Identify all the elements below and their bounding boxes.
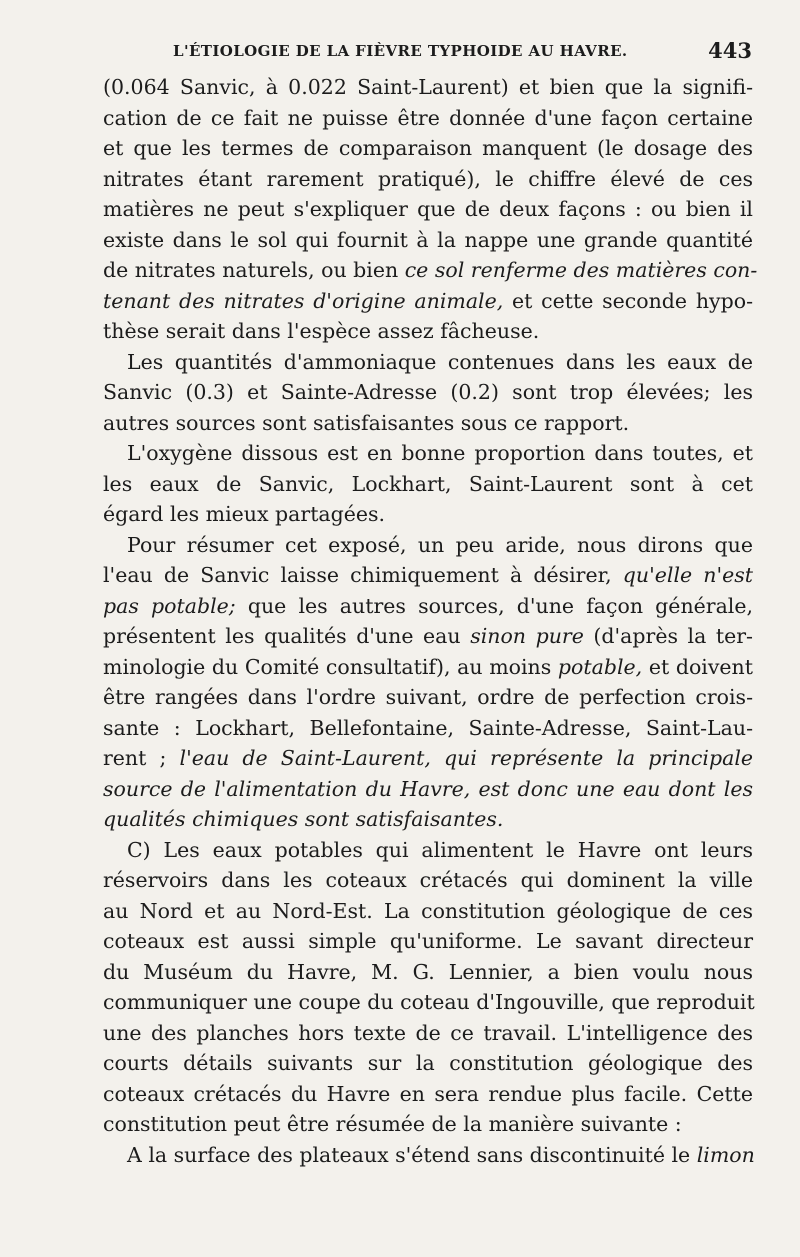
text-run: et que les termes de comparaison manquent (le dosage des: [103, 136, 753, 160]
text-run: autres sources sont satisfaisantes sous ce rapport.: [103, 410, 630, 435]
text-line: [103, 713, 753, 744]
text-line: [103, 469, 753, 500]
text-line: [103, 347, 753, 378]
text-run: et cette seconde hypo-: [503, 288, 753, 313]
text-line: [103, 1079, 753, 1110]
text-line: [103, 743, 753, 774]
text-line: [103, 774, 753, 805]
text-line: [103, 560, 753, 591]
italic-text: l'eau de Saint-Laurent, qui représente la principale: [179, 746, 754, 770]
text-run: communiquer une coupe du coteau d'Ingouville, que reproduit: [103, 990, 755, 1014]
text-run: courts détails suivants sur la constitution géologique des: [103, 1051, 753, 1075]
text-line: [103, 1140, 753, 1171]
page-header: [103, 38, 752, 64]
text-run: sante : Lockhart, Bellefontaine, Sainte-Adresse, Saint-Lau-: [103, 715, 753, 740]
text-line: [103, 408, 753, 439]
text-run: Les quantités d'ammoniaque contenues dans les eaux de: [127, 349, 753, 374]
text-run: de nitrates naturels, ou bien: [103, 258, 405, 282]
text-line: [103, 255, 758, 286]
text-run: (0.064 Sanvic, à 0.022 Saint-Laurent) et bien que la signifi-: [103, 75, 753, 99]
text-line: [103, 865, 753, 896]
italic-text: sinon pure: [470, 624, 584, 648]
text-line: [103, 133, 753, 164]
text-run: être rangées dans l'ordre suivant, ordre de perfection crois-: [103, 685, 753, 709]
text-run: L'oxygène dissous est en bonne proportion dans toutes, et: [127, 441, 753, 465]
text-run: égard les mieux partagées.: [103, 502, 386, 526]
text-run: A la surface des plateaux s'étend sans discontinuité le: [127, 1142, 697, 1167]
text-run: thèse serait dans l'espèce assez fâcheuse.: [103, 319, 540, 343]
text-run: minologie du Comité consultatif), au moins: [103, 654, 558, 679]
text-run: existe dans le sol qui fournit à la nappe une grande quantité: [103, 227, 753, 252]
italic-text: limon: [696, 1142, 755, 1167]
text-run: l'eau de Sanvic laisse chimiquement à désirer,: [103, 563, 623, 587]
text-run: rent ;: [103, 746, 180, 770]
text-line: [103, 804, 753, 835]
text-run: au Nord et au Nord-Est. La constitution géologique de ces: [103, 898, 753, 923]
body-text: [103, 72, 758, 1170]
text-line: [103, 103, 753, 134]
text-run: coteaux est aussi simple qu'uniforme. Le savant directeur: [103, 929, 753, 953]
text-line: [103, 621, 753, 652]
italic-text: qu'elle n'est: [622, 563, 753, 587]
text-line: [103, 1109, 753, 1140]
text-line: [103, 286, 753, 317]
text-line: [103, 1018, 753, 1049]
italic-text: potable,: [557, 654, 643, 679]
text-line: [103, 72, 753, 103]
text-line: [103, 164, 753, 195]
text-run: C) Les eaux potables qui alimentent le Havre ont leurs: [127, 837, 753, 862]
text-run: Sanvic (0.3) et Sainte-Adresse (0.2) sont trop élevées; les: [103, 380, 753, 404]
italic-text: tenant des nitrates d'origine animale,: [103, 288, 504, 313]
text-run: réservoirs dans les coteaux crétacés qui dominent la ville: [103, 868, 753, 892]
text-line: [103, 682, 753, 713]
text-run: matières ne peut s'expliquer que de deux façons : ou bien il: [103, 197, 753, 221]
text-run: nitrates étant rarement pratiqué), le chiffre élevé de ces: [103, 166, 753, 191]
running-title: L'ÉTIOLOGIE DE LA FIÈVRE TYPHOIDE AU HAVRE.: [173, 42, 628, 60]
text-run: cation de ce fait ne puisse être donnée d'une façon certaine: [103, 105, 753, 130]
text-run: présentent les qualités d'une eau: [103, 624, 471, 648]
text-line: [103, 225, 753, 256]
text-line: [103, 987, 753, 1018]
text-line: [103, 957, 753, 988]
text-run: et doivent: [642, 654, 753, 679]
italic-text: qualités chimiques sont satisfaisantes.: [103, 807, 504, 831]
text-line: [103, 591, 753, 622]
page-number: 443: [708, 38, 752, 63]
text-line: [103, 377, 753, 408]
text-line: [103, 652, 753, 683]
text-run: constitution peut être résumée de la manière suivante :: [103, 1112, 682, 1136]
text-line: [103, 438, 753, 469]
text-run: du Muséum du Havre, M. G. Lennier, a bien voulu nous: [103, 959, 753, 984]
text-line: [103, 530, 753, 561]
text-run: Pour résumer cet exposé, un peu aride, nous dirons que: [127, 532, 753, 557]
text-line: [103, 316, 753, 347]
text-run: coteaux crétacés du Havre en sera rendue plus facile. Cette: [103, 1081, 753, 1106]
text-line: [103, 896, 753, 927]
text-line: [103, 835, 753, 866]
text-run: (d'après la ter-: [583, 624, 753, 648]
text-run: une des planches hors texte de ce travail. L'intelligence des: [103, 1020, 753, 1045]
text-line: [103, 194, 753, 225]
italic-text: source de l'alimentation du Havre, est donc une eau dont les: [103, 776, 753, 801]
text-run: que les autres sources, d'une façon générale,: [235, 593, 753, 618]
text-run: les eaux de Sanvic, Lockhart, Saint-Laurent sont à cet: [103, 471, 753, 496]
text-line: [103, 926, 753, 957]
text-line: [103, 499, 753, 530]
text-line: [103, 1048, 753, 1079]
italic-text: pas potable;: [103, 593, 236, 618]
italic-text: ce sol renferme des matières con-: [404, 258, 758, 282]
